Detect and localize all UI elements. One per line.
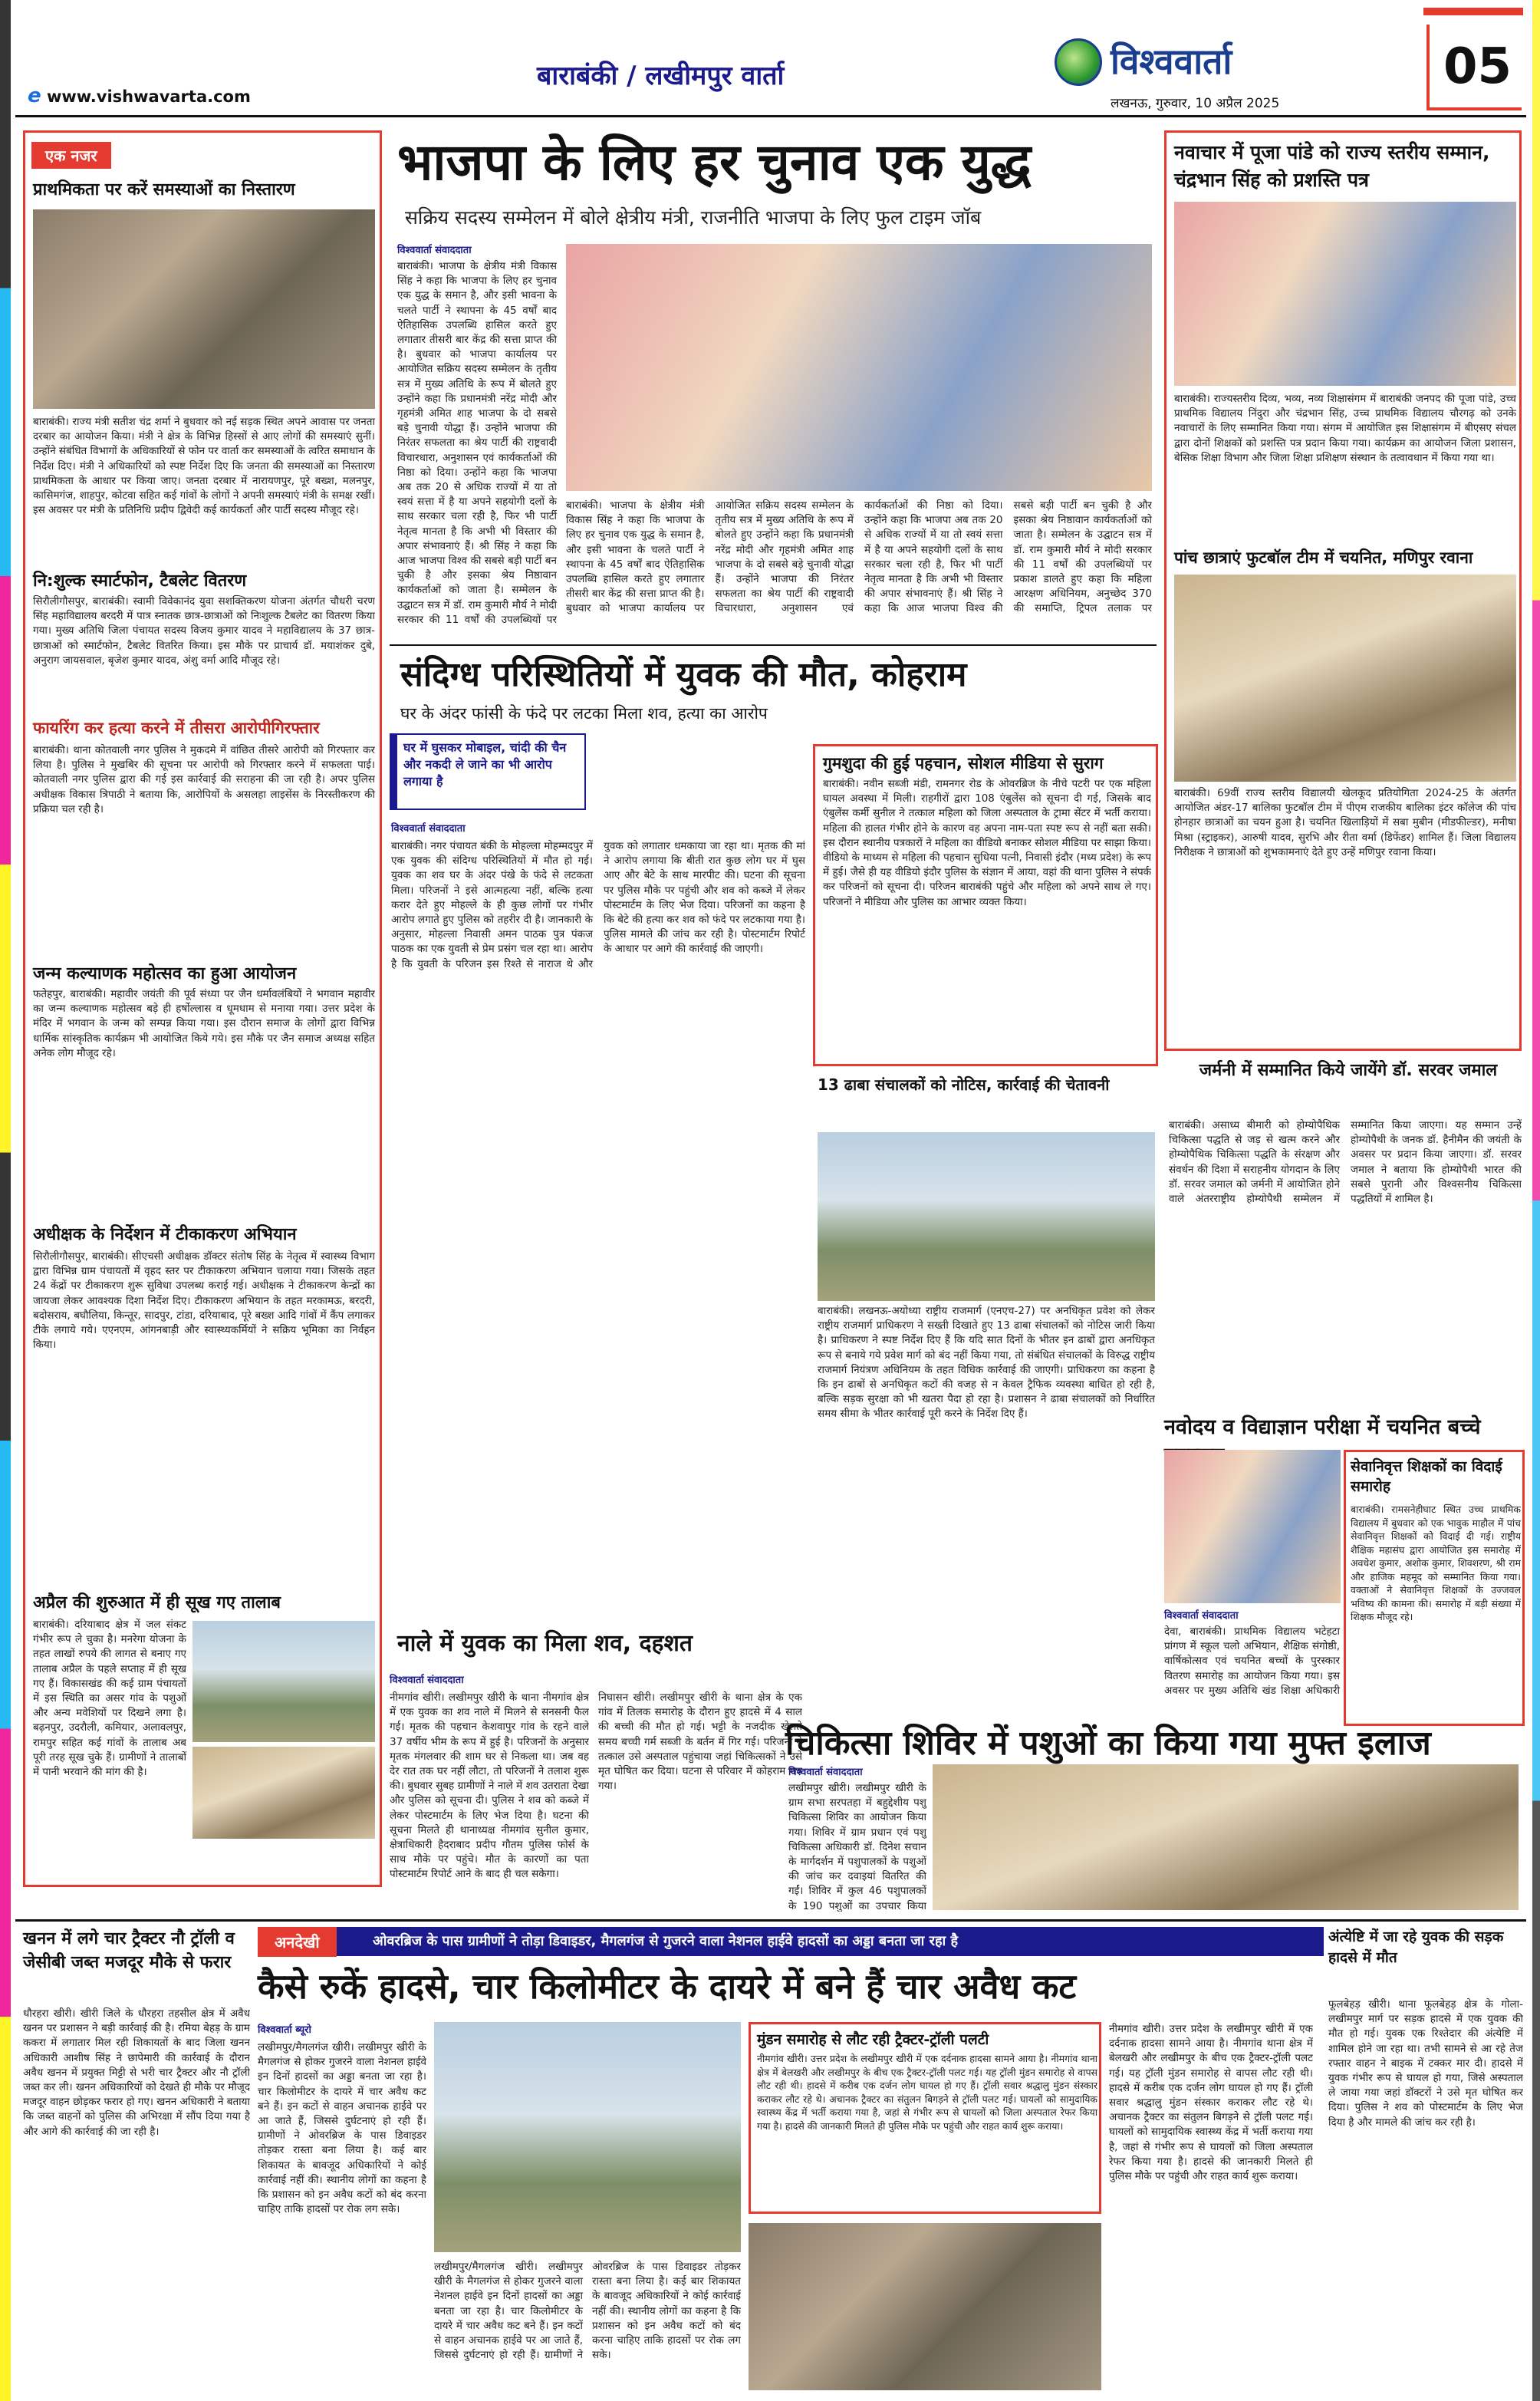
- death-subhead: घर के अंदर फांसी के फंदे पर लटका मिला शव, हत्या का आरोप: [400, 704, 768, 723]
- funeral-story: [1328, 1927, 1525, 2395]
- camp-headline: चिकित्सा शिविर में पशुओं का किया गया मुफ्त इलाज: [785, 1724, 1431, 1763]
- highway-byline: विश्ववार्ता ब्यूरो: [258, 2024, 311, 2036]
- badge-ek-nazar: एक नजर: [31, 142, 111, 169]
- drain-story: [390, 1626, 804, 1910]
- color-registration-bar-right: [1532, 0, 1540, 2401]
- divider: [15, 1919, 1526, 1922]
- missing-headline: गुमशुदा की हुई पहचान, सोशल मीडिया से सुराग: [823, 754, 1104, 772]
- mundan-story: [749, 2022, 1316, 2395]
- mundan-box: [749, 2022, 1101, 2214]
- page-number-box: [1426, 25, 1522, 110]
- story-title: नवोदय व विद्याज्ञान परीक्षा में चयनित बच्चे: [1164, 1415, 1481, 1439]
- germany-story: [1164, 1059, 1525, 1411]
- dateline: लखनऊ, गुरुवार, 10 अप्रैल 2025: [1111, 96, 1280, 111]
- missing-story: [813, 744, 1158, 1066]
- story-title: अप्रैल की शुरुआत में ही सूख गए तालाब: [33, 1593, 281, 1612]
- highway-headline: कैसे रुकें हादसे, चार किलोमीटर के दायरे में बने हैं चार अवैध कट: [258, 1966, 1077, 2007]
- website-link[interactable]: e www.vishwavarta.com: [28, 84, 251, 107]
- story-body: बाराबंकी। असाध्य बीमारी को होम्योपैथिक चिकित्सा पद्धति से जड़ से खत्म करने और होम्योपैथिक चिकित्सा पद्धति के संरक्षण और संवर्धन की दिशा में सराहनीय योगदान के लिए डॉ. सरवर जमाल को जर्मनी में आयोजित होने वाले अंतरराष्ट्रीय होम्योपैथी सम्मेलन में सम्मानित किया जाएगा। यह सम्मान उन्हें होम्योपैथी के जनक डॉ. हैनीमैन की जयंती के अवसर पर प्रदान किया जाएगा। डॉ. सरवर जमाल ने बताया कि होम्योपैथी भारत की सबसे पुरानी और विश्वसनीय चिकित्सा पद्धतियों में शामिल है।: [1169, 1119, 1522, 1206]
- brand-name: विश्ववार्ता: [1111, 41, 1232, 82]
- story-body: बाराबंकी। रामसनेहीघाट स्थित उच्च प्राथमिक विद्यालय में बुधवार को एक भावुक माहौल में पांच सेवानिवृत्त शिक्षकों को विदाई दी गई। राष्ट्रीय शैक्षिक महासंघ द्वारा आयोजित इस समारोह में अवधेश कुमार, अशोक कुमार, शिवशरण, श्री राम और हाजिक महमूद को सम्मानित किया गया। वक्ताओं ने सेवानिवृत्त शिक्षकों के उज्जवल भविष्य की कामना की। समारोह में बड़ी संख्या में शिक्षक मौजूद रहे।: [1351, 1504, 1521, 1622]
- lead-headline: भाजपा के लिए हर चुनाव एक युद्ध: [397, 133, 1032, 192]
- left-column-box: [23, 130, 382, 1887]
- brand-logo-icon: [1055, 38, 1102, 86]
- highway-photo: [434, 2022, 741, 2252]
- vet-camp-story: [775, 1724, 1526, 1914]
- story-title: नवाचार में पूजा पांडे को राज्य स्तरीय सम्मान, चंद्रभान सिंह को प्रशस्ति पत्र: [1174, 141, 1490, 191]
- drain-body: नीमगांव खीरी। लखीमपुर खीरी के थाना नीमगांव क्षेत्र में एक युवक का शव नाले में मिलने से सनसनी फैल गई। मृतक की पहचान केशवापुर गांव के रहने वाले 37 वर्षीय भीम के रूप में हुई है। परिजनों के अनुसार मृतक मंगलवार की शाम घर से निकला था। जब वह देर रात तक घर नहीं लौटा, तो परिजनों ने तलाश शुरू की। बुधवार सुबह ग्रामीणों ने नाले में शव उतराता देखा और पुलिस को सूचना दी। पुलिस ने शव को कब्जे में लेकर पोस्टमार्टम के लिए भेज दिया है। घटना की सूचना मिलते ही थानाध्यक्ष नीमगांव सुनील कुमार, क्षेत्राधिकारी हैदराबाद प्रदीप गौतम पुलिस फोर्स के साथ मौके पर पहुंचे। मौत के कारणों का पता पोस्टमार्टम रिपोर्ट आने के बाद ही चल सकेगा।: [390, 1691, 589, 1881]
- mundan-photo: [749, 2223, 1101, 2390]
- story-body: फतेहपुर, बाराबंकी। महावीर जयंती की पूर्व संध्या पर जैन धर्मावलंबियों ने भगवान महावीर का जन्म कल्याणक महोत्सव बड़े ही हर्षोल्लास व धूमधाम से मनाया गया। उत्तर प्रदेश के मंदिर में भगवान के जन्म को सम्पन्न किया गया। इस दौरान समाज के लोगों द्वारा विभिन्न धार्मिक सांस्कृतिक कार्यक्रम भी आयोजित किये गये। इस मौके पर जैन समाज अध्यक्ष सहित अनेक लोग मौजूद रहे।: [33, 988, 375, 1059]
- story-body: सिरौलीगौसपुर, बाराबंकी। सीएचसी अधीक्षक डॉक्टर संतोष सिंह के नेतृत्व में स्वास्थ्य विभाग द्वारा विभिन्न ग्राम पंचायतों में वृहद स्तर पर टीकाकरण अभियान चलाया गया। जिसके तहत 24 केंद्रों पर टीकाकरण शुरू सुविधा उपलब्ध कराई गई। अधीक्षक ने टीकाकरण केन्द्रों का जायजा लेकर आवश्यक दिशा निर्देश दिए। टीकाकरण अभियान के तहत मरकामऊ, बरदरी, बदोसराय, बघौलिया, किन्तूर, सादपुर, टांडा, दरियाबाद, पूरे बख्श आदि गांवों में कैंप लगाकर टीके लगाये गये। एएनएम, आंगनबाड़ी और स्वास्थ्यकर्मियों ने सक्रिय भूमिका का निर्वहन किया।: [33, 1250, 375, 1352]
- story-body: बाराबंकी। थाना कोतवाली नगर पुलिस ने मुकदमे में वांछित तीसरे आरोपी को गिरफ्तार कर लिया है। पुलिस ने मुखबिर की सूचना पर आरोपी को गिरफ्तार करने में सफलता पाई। कोतवाली नगर पुलिस द्वारा की गई इस कार्रवाई की सराहना की जा रही है। अपर पुलिस अधीक्षक विकास त्रिपाठी ने बताया कि, आरोपियों के असलहा लाइसेंस के निरस्तीकरण की प्रक्रिया चल रही है।: [33, 744, 375, 815]
- header-rule: [15, 115, 1526, 117]
- lead-body-col1: बाराबंकी। भाजपा के क्षेत्रीय मंत्री विकास सिंह ने कहा कि भाजपा के लिए हर चुनाव एक युद्ध के समान है, और इसी भावना के चलते पार्टी ने स्थापना के 45 वर्षों बाद ऐतिहासिक उपलब्धि हासिल करते हुए लगातार तीसरी बार केंद्र की सत्ता प्राप्त की है। बुधवार को भाजपा कार्यालय पर आयोजित सक्रिय सदस्य सम्मेलन के तृतीय सत्र में मुख्य अतिथि के रूप में बोलते हुए उन्होंने कहा कि प्रधानमंत्री नरेंद्र मोदी और गृहमंत्री अमित शाह भाजपा के दो सबसे बड़े चुनावी योद्धा हैं। उन्होंने भाजपा की निरंतर सफलता का श्रेय पार्टी की राष्ट्रवादी विचारधारा, अनुशासन एवं कार्यकर्ताओं की निष्ठा को दिया। उन्होंने कहा कि भाजपा अब तक 20 से अधिक राज्यों में या तो स्वयं सत्ता में है या अपने सहयोगी दलों के साथ सरकार चला रही है, फिर भी पार्टी नेतृत्व मानता है कि अभी भी विस्तार की अपार संभावनाएं हैं। श्री सिंह ने कहा कि आज भाजपा विश्व की सबसे बड़ी पार्टी बन चुकी है और इसका श्रेय निष्ठावान कार्यकर्ताओं को जाता है। सम्मेलन के उद्घाटन सत्र में डॉ. राम कुमारी मौर्य ने मोदी सरकार की 11 वर्षों की उपलब्धियों पर: [397, 260, 557, 626]
- divider: [390, 644, 1157, 646]
- dhaba-headline: 13 ढाबा संचालकों को नोटिस, कार्रवाई की चेतावनी: [818, 1075, 1110, 1094]
- story-photo: [192, 1747, 375, 1839]
- mining-story: [23, 1927, 253, 2395]
- mundan-headline: मुंडन समारोह से लौट रही ट्रैक्टर-ट्रॉली पलटी: [757, 2031, 989, 2048]
- story-body: बाराबंकी। राज्यस्तरीय दिव्य, भव्य, नव्य शिक्षासंगम में बाराबंकी जनपद की पूजा पांडे, उच्च प्राथमिक विद्यालय निंदुरा और चंद्रभान सिंह, उच्च प्राथमिक विद्यालय चौरगढ़ को उनके नवाचारों के लिए सम्मानित किया गया। संगम में आयोजित इस शिक्षासंगम में बीएसए संचल द्वारा दोनों शिक्षकों को प्रशस्ति पत्र प्रदान किया गया। कार्यक्रम का आयोजन जिला प्रशासन, बेसिक शिक्षा विभाग और जिला शिक्षा प्रशिक्षण संस्थान के तत्वावधान में किया गया था।: [1174, 393, 1516, 464]
- highway-body: लखीमपुर/मैगलगंज खीरी। लखीमपुर खीरी के मैगलगंज से होकर गुजरने वाला नेशनल हाईवे इन दिनों हादसों का अड्डा बनता जा रहा है। चार किलोमीटर के दायरे में चार अवैध कट बने हैं। इन कटों से वाहन अचानक हाईवे पर आ जाते हैं, जिससे दुर्घटनाएं हो रही हैं। ग्रामीणों ने ओवरब्रिज के पास डिवाइडर तोड़कर रास्ता बना लिया है। कई बार शिकायत के बावजूद अधिकारियों ने कोई कार्रवाई नहीं की। स्थानीय लोगों का कहना है कि प्रशासन को इन अवैध कटों को बंद करना चाहिए ताकि हादसों पर रोक लग सके।: [258, 2041, 426, 2216]
- story-body: बाराबंकी। दरियाबाद क्षेत्र में जल संकट गंभीर रूप ले चुका है। मनरेगा योजना के तहत लाखों रुपये की लागत से बनाए गए तालाब अप्रैल के पहले सप्ताह में ही सूख गए हैं। विकासखंड की कई ग्राम पंचायतों में इस स्थिति का असर गांव के पशुओं और अन्य मवेशियों पर दिखने लगा है। बढ़नपुर, उदरौली, कमियार, अलावलपुर, रामपुर सहित कई गांवों के तालाब अब पूरी तरह सूख चुके हैं। ग्रामीणों ने तालाबों में पानी भरवाने की मांग की है।: [33, 1619, 186, 1779]
- section-title: बाराबंकी / लखीमपुर वार्ता: [537, 61, 785, 91]
- story-title: जन्म कल्याणक महोत्सव का हुआ आयोजन: [33, 964, 297, 983]
- right-top-box: [1164, 130, 1522, 1051]
- red-corner: [1423, 8, 1523, 15]
- lead-byline: विश्ववार्ता संवाददाता: [397, 245, 472, 256]
- story-title: अंत्येष्टि में जा रहे युवक की सड़क हादसे में मौत: [1328, 1928, 1504, 1966]
- missing-body: बाराबंकी। नवीन सब्जी मंडी, रामनगर रोड के ओवरब्रिज के नीचे पटरी पर एक महिला घायल अवस्था में मिली। राहगीरों द्वारा 108 एंबुलेंस को सूचना दी गई, जिसके बाद एंबुलेंस कर्मी सुनील ने तत्काल महिला को जिला अस्पताल के ट्रामा सेंटर में भर्ती कराया। महिला की हालत गंभीर होने के कारण वह अपना नाम-पता स्पष्ट रूप से नहीं बता सकी। इस दौरान स्थानीय पत्रकारों ने महिला का वीडियो बनाकर सोशल मीडिया पर साझा किया। वीडियो के माध्यम से महिला की पहचान सुधिया पत्नी, निवासी इंदौर (मध्य प्रदेश) के रूप में हुई। जैसे ही यह वीडियो इंदौर पुलिस के संज्ञान में आया, वहां की थाना पुलिस ने संपर्क कर परिजनों को सूचना दी। परिजन बाराबंकी पहुंचे और महिला को अपने साथ ले गए। परिजनों ने मीडिया और पुलिस का आभार व्यक्त किया।: [823, 778, 1151, 908]
- camp-byline: विश्ववार्ता संवाददाता: [788, 1767, 863, 1778]
- drain-byline: विश्ववार्ता संवाददाता: [390, 1675, 464, 1686]
- mundan-body: नीमगांव खीरी। उत्तर प्रदेश के लखीमपुर खीरी में एक दर्दनाक हादसा सामने आया है। नीमगांव थाना क्षेत्र में बेलखरी और लखीमपुर के बीच एक ट्रैक्टर-ट्रॉली पलट गई। यह ट्रॉली मुंडन समारोह से वापस लौट रही थी। हादसे में करीब एक दर्जन लोग घायल हो गए हैं। ट्रॉली सवार श्रद्धालु मुंडन संस्कार कराकर लौट रहे थे। अचानक ट्रैक्टर का संतुलन बिगड़ने से ट्रॉली पलट गई। घायलों को सामुदायिक स्वास्थ्य केंद्र में भर्ती कराया गया है, जहां से गंभीर रूप से घायलों को जिला अस्पताल रेफर किया गया है। हादसे की जानकारी मिलते ही पुलिस मौके पर पहुंची और राहत कार्य शुरू कराया।: [757, 2053, 1097, 2132]
- story-title: जर्मनी में सम्मानित किये जायेंगे डॉ. सरवर जमाल: [1199, 1061, 1498, 1080]
- lead-story: [390, 130, 1157, 637]
- drain-headline: नाले में युवक का मिला शव, दहशत: [397, 1630, 693, 1657]
- lead-body-col2: बाराबंकी। भाजपा के क्षेत्रीय मंत्री विकास सिंह ने कहा कि भाजपा के लिए हर चुनाव एक युद्ध के समान है, और इसी भावना के चलते पार्टी ने स्थापना के 45 वर्षों बाद ऐतिहासिक उपलब्धि हासिल करते हुए लगातार तीसरी बार केंद्र की सत्ता प्राप्त की है। बुधवार को भाजपा कार्यालय पर आयोजित सक्रिय सदस्य सम्मेलन के तृतीय सत्र में मुख्य अतिथि के रूप में बोलते हुए उन्होंने कहा कि प्रधानमंत्री नरेंद्र मोदी और गृहमंत्री अमित शाह भाजपा के दो सबसे बड़े चुनावी योद्धा हैं। उन्होंने भाजपा की निरंतर सफलता का श्रेय पार्टी की राष्ट्रवादी विचारधारा, अनुशासन एवं कार्यकर्ताओं की निष्ठा को दिया। उन्होंने कहा कि भाजपा अब तक 20 से अधिक राज्यों में या तो स्वयं सत्ता में है या अपने सहयोगी दलों के साथ सरकार चला रही है, फिर भी पार्टी नेतृत्व मानता है कि अभी भी विस्तार की अपार संभावनाएं हैं। श्री सिंह ने कहा कि आज भाजपा विश्व की सबसे बड़ी पार्टी बन चुकी है और इसका श्रेय निष्ठावान कार्यकर्ताओं को जाता है। सम्मेलन के उद्घाटन सत्र में डॉ. राम कुमारी मौर्य ने मोदी सरकार की 11 वर्षों की उपलब्धियों पर प्रकाश डालते हुए कहा कि महिला आरक्षण अधिनियम, अनुच्छेद 370 की समाप्ति, ट्रिपल तलाक पर: [566, 499, 1152, 615]
- mundan-body-cont: नीमगांव खीरी। उत्तर प्रदेश के लखीमपुर खीरी में एक दर्दनाक हादसा सामने आया है। नीमगांव थाना क्षेत्र में बेलखरी और लखीमपुर के बीच एक ट्रैक्टर-ट्रॉली पलट गई। यह ट्रॉली मुंडन समारोह से वापस लौट रही थी। हादसे में करीब एक दर्जन लोग घायल हो गए हैं। ट्रॉली सवार श्रद्धालु मुंडन संस्कार कराकर लौट रहे थे। अचानक ट्रैक्टर का संतुलन बिगड़ने से ट्रॉली पलट गई। घायलों को सामुदायिक स्वास्थ्य केंद्र में भर्ती कराया गया है, जहां से गंभीर रूप से घायलों को जिला अस्पताल रेफर किया गया है। हादसे की जानकारी मिलते ही पुलिस मौके पर पहुंची और राहत कार्य शुरू कराया।: [1109, 2023, 1313, 2183]
- story-title: फायरिंग कर हत्या करने में तीसरा आरोपीगिरफ्तार: [33, 719, 320, 737]
- story-title: सेवानिवृत्त शिक्षकों का विदाई समारोह: [1351, 1458, 1502, 1495]
- lead-subhead: सक्रिय सदस्य सम्मेलन में बोले क्षेत्रीय मंत्री, राजनीति भाजपा के लिए फुल टाइम जॉब: [405, 206, 982, 229]
- story-title: नि:शुल्क स्मार्टफोन, टैबलेट वितरण: [33, 571, 247, 591]
- highway-body-cont: लखीमपुर/मैगलगंज खीरी। लखीमपुर खीरी के मैगलगंज से होकर गुजरने वाला नेशनल हाईवे इन दिनों हादसों का अड्डा बनता जा रहा है। चार किलोमीटर के दायरे में चार अवैध कट बने हैं। इन कटों से वाहन अचानक हाईवे पर आ जाते हैं, जिससे दुर्घटनाएं हो रही हैं। ग्रामीणों ने ओवरब्रिज के पास डिवाइडर तोड़कर रास्ता बना लिया है। कई बार शिकायत के बावजूद अधिकारियों ने कोई कार्रवाई नहीं की। स्थानीय लोगों का कहना है कि प्रशासन को इन अवैध कटों को बंद करना चाहिए ताकि हादसों पर रोक लग सके।: [434, 2261, 741, 2362]
- story-title: प्राथमिकता पर करें समस्याओं का निस्तारण: [33, 180, 295, 199]
- story-photo: [1164, 1450, 1341, 1603]
- tag-andekhi: अनदेखी: [258, 1927, 337, 1957]
- death-body: बाराबंकी। नगर पंचायत बंकी के मोहल्ला मोहम्मदपुर में एक युवक की संदिग्ध परिस्थितियों में मौत हो गई। युवक का शव घर के अंदर पंखे के फंदे से लटकता मिला। परिजनों ने इसे आत्महत्या नहीं, बल्कि हत्या करार देते हुए मोहल्ले के ही कुछ लोगों पर गंभीर आरोप लगाते हुए पुलिस को तहरीर दी है। जानकारी के अनुसार, मोहल्ला निवासी अमन पाठक पुत्र पंकज पाठक का एक युवती से प्रेम प्रसंग चल रहा था। आरोप है कि युवती के परिजन इस रिश्ते से नाराज थे और युवक को लगातार धमकाया जा रहा था। मृतक की मां ने आरोप लगाया कि बीती रात कुछ लोग घर में घुस आए और बेटे के साथ मारपीट की। घटना की सूचना पर पुलिस मौके पर पहुंची और शव को कब्जे में लेकर पोस्टमार्टम के लिए भेज दिया। परिजनों का कहना है कि बेटे की हत्या कर शव को फंदे पर लटकाया गया है। पुलिस मामले की जांच कर रही है। पोस्टमार्टम रिपोर्ट के आधार पर आगे की कार्रवाई की जाएगी।: [391, 840, 805, 970]
- highway-kicker-bar: [258, 1927, 1324, 1956]
- death-byline: विश्ववार्ता संवाददाता: [391, 823, 466, 835]
- lead-photo: [566, 244, 1152, 491]
- story-title: अधीक्षक के निर्देशन में टीकाकरण अभियान: [33, 1225, 297, 1244]
- story-title: खनन में लगे चार ट्रैक्टर नौ ट्रॉली व जेसीबी जब्त मजदूर मौके से फरार: [23, 1929, 235, 1972]
- story-body: धौरहरा खीरी। खीरी जिले के धौरहरा तहसील क्षेत्र में अवैध खनन पर प्रशासन ने बड़ी कार्रवाई की है। रमिया बेहड़ के ग्राम ककरा में लगातार मिल रही शिकायतों के बाद जिला खनन अधिकारी आशीष सिंह ने छापेमारी की कार्रवाई के दौरान अवैध खनन में प्रयुक्त मिट्टी से भरी चार ट्रैक्टर और नौ ट्रॉली जब्त कर ली। खनन अधिकारियों को देखते ही मौके पर मौजूद मजदूर वाहन छोड़कर फरार हो गए। खनन अधिकारी ने बताया कि जब्त वाहनों को पुलिस की अभिरक्षा में सौंप दिया गया है और आगे की कार्रवाई की जा रही है।: [23, 2007, 250, 2138]
- masthead: [15, 8, 1534, 115]
- story-title: पांच छात्राएं फुटबॉल टीम में चयनित, मणिपुर रवाना: [1174, 548, 1473, 567]
- ie-icon: e: [28, 84, 41, 107]
- story-body: सिरौलीगौसपुर, बाराबंकी। स्वामी विवेकानंद युवा सशक्तिकरण योजना अंतर्गत चौधरी चरण सिंह महाविद्यालय बरदरी में पात्र स्नातक छात्र-छात्राओं को निःशुल्क टैबलेट का वितरण किया गया। मुख्य अतिथि जिला पंचायत सदस्य विजय कुमार यादव ने महाविद्यालय के 37 छात्र-छात्राओं को स्मार्टफोन, टैबलेट वितरित किया। इस मौके पर प्राचार्य डॉ. मयाशंकर दुबे, अनुराग जायसवाल, बृजेश कुमार यादव, अंशु वर्मा आदि मौजूद रहे।: [33, 595, 375, 667]
- page-number: 05: [1443, 38, 1512, 95]
- retire-story: [1344, 1450, 1525, 1726]
- dhaba-body: बाराबंकी। लखनऊ-अयोध्या राष्ट्रीय राजमार्ग (एनएच-27) पर अनधिकृत प्रवेश को लेकर राष्ट्रीय राजमार्ग प्राधिकरण ने सख्ती दिखाते हुए 13 ढाबा संचालकों को नोटिस जारी किया है। प्राधिकरण ने स्पष्ट निर्देश दिए हैं कि यदि सात दिनों के भीतर इन ढाबों द्वारा अनधिकृत रूप से बनाये गये प्रवेश मार्ग को बंद नहीं किया गया, तो संबंधित संचालकों के विरुद्ध राष्ट्रीय राजमार्ग नियंत्रण अधिनियम के तहत विधिक कार्रवाई की जाएगी। प्राधिकरण का कहना है कि इन ढाबों से अनधिकृत कटों की वजह से न केवल ट्रैफिक व्यवस्था बाधित हो रही है, बल्कि सड़क सुरक्षा को भी खतरा पैदा हो रहा है। प्रशासन ने ढाबा संचालकों को निर्धारित समय सीमा के भीतर कार्रवाई पूरी करने के निर्देश दिए हैं।: [818, 1305, 1155, 1421]
- death-headline: संदिग्ध परिस्थितियों में युवक की मौत, कोहराम: [400, 655, 967, 694]
- story-photo: [818, 1132, 1155, 1301]
- story-photo: [33, 209, 375, 409]
- story-body: फूलबेहड़ खीरी। थाना फूलबेहड़ क्षेत्र के गोला-लखीमपुर मार्ग पर सड़क हादसे में एक युवक की मौत हो गई। युवक एक रिश्तेदार की अंत्येष्टि में शामिल होने जा रहा था। तभी सामने से आ रहे तेज रफ्तार वाहन ने बाइक में टक्कर मार दी। हादसे में युवक गंभीर रूप से घायल हो गया, जिसे अस्पताल ले जाया गया जहां डॉक्टरों ने उसे मृत घोषित कर दिया। पुलिस ने शव को पोस्टमार्टम के लिए भेज दिया है और मामले की जांच कर रही है।: [1328, 1998, 1523, 2129]
- story-photo: [192, 1621, 375, 1742]
- shock-body: निघासन खीरी। लखीमपुर खीरी के थाना क्षेत्र के एक गांव में तिलक समारोह के दौरान हुए हादसे में 4 साल की बच्ची की मौत हो गई। भट्टी के नजदीक खेलते समय बच्ची गर्म सब्जी के बर्तन में गिर गई। परिजनों ने तत्काल उसे अस्पताल पहुंचाया जहां चिकित्सकों ने उसे मृत घोषित कर दिया। घटना से परिवार में कोहराम मच गया।: [598, 1691, 802, 1793]
- story-byline: विश्ववार्ता संवाददाता: [1164, 1610, 1239, 1622]
- color-registration-bar: [0, 0, 11, 2401]
- story-photo: [1174, 202, 1516, 386]
- highway-kicker: ओवरब्रिज के पास ग्रामीणों ने तोड़ा डिवाइडर, मैगलगंज से गुजरने वाला नेशनल हाईवे हादसों का अड्डा बनता जा रहा है: [373, 1933, 959, 1949]
- camp-body: लखीमपुर खीरी। लखीमपुर खीरी के ग्राम सभा सरपतहा में बहुद्देशीय पशु चिकित्सा शिविर का आयोजन किया गया। शिविर में ग्राम प्रधान एवं पशु चिकित्सा अधिकारी डॉ. दिनेश सचान के मार्गदर्शन में पशुपालकों के पशुओं की जांच कर दवाइयां वितरित की गईं। शिविर में कुल 46 पशुपालकों के 190 पशुओं का उपचार किया: [788, 1782, 926, 1912]
- story-body: बाराबंकी। राज्य मंत्री सतीश चंद्र शर्मा ने बुधवार को नई सड़क स्थित अपने आवास पर जनता दरबार का आयोजन किया। मंत्री ने क्षेत्र के विभिन्न हिस्सों से आए लोगों की समस्याएं सुनीं। उन्होंने संबंधित विभागों के अधिकारियों से फोन पर वार्ता कर समस्याओं के त्वरित समाधान के निर्देश दिए। मंत्री ने अधिकारियों को स्पष्ट निर्देश दिए कि जनता की समस्याओं का निस्तारण प्राथमिकता के आधार पर किया जाए। जनता दरबार में नारायणपुर, पूरे बख्श, मलनपुर, कासिमगंज, शाहपुर, कोटवा सहित कई गांवों के लोगों ने अपनी समस्याएं मंत्री के समक्ष रखीं। इस अवसर पर मंत्री के प्रतिनिधि प्रदीप द्विवेदी कई कार्यकर्ता और पार्टी सदस्य मौजूद रहे।: [33, 416, 375, 517]
- dhaba-story: [813, 1074, 1158, 1504]
- story-photo: [1174, 575, 1516, 782]
- callout-text: घर में घुसकर मोबाइल, चांदी की चैन और नकदी ले जाने का भी आरोप लगाया है: [403, 740, 567, 789]
- story-body: देवा, बाराबंकी। प्राथमिक विद्यालय भटेहटा प्रांगण में स्कूल चलो अभियान, शैक्षिक संगोष्ठी, वार्षिकोत्सव एवं चयनित बच्चों के पुरस्कार वितरण समारोह का आयोजन किया गया। इस अवसर पर मुख्य अतिथि खंड शिक्षा अधिकारी: [1164, 1625, 1340, 1697]
- death-callout: [390, 733, 586, 810]
- camp-photo: [933, 1764, 1519, 1910]
- story-body: बाराबंकी। 69वीं राज्य स्तरीय विद्यालयी खेलकूद प्रतियोगिता 2024-25 के अंतर्गत आयोजित अंडर-17 बालिका फुटबॉल टीम में पीएम राजकीय बालिका इंटर कॉलेज की पांच होनहार छात्राओं का चयन हुआ है। चयनित खिलाड़ियों में सबा मुबीन (मीडफील्डर), मनीषा मिश्रा (स्ट्राइकर), आरुषी यादव, सुरभि और रीता वर्मा (डिफेंडर) शामिल हैं। जिला विद्यालय निरीक्षक ने छात्राओं को शुभकामनाएं देते हुए उन्हें मणिपुर रवाना किया।: [1174, 787, 1516, 858]
